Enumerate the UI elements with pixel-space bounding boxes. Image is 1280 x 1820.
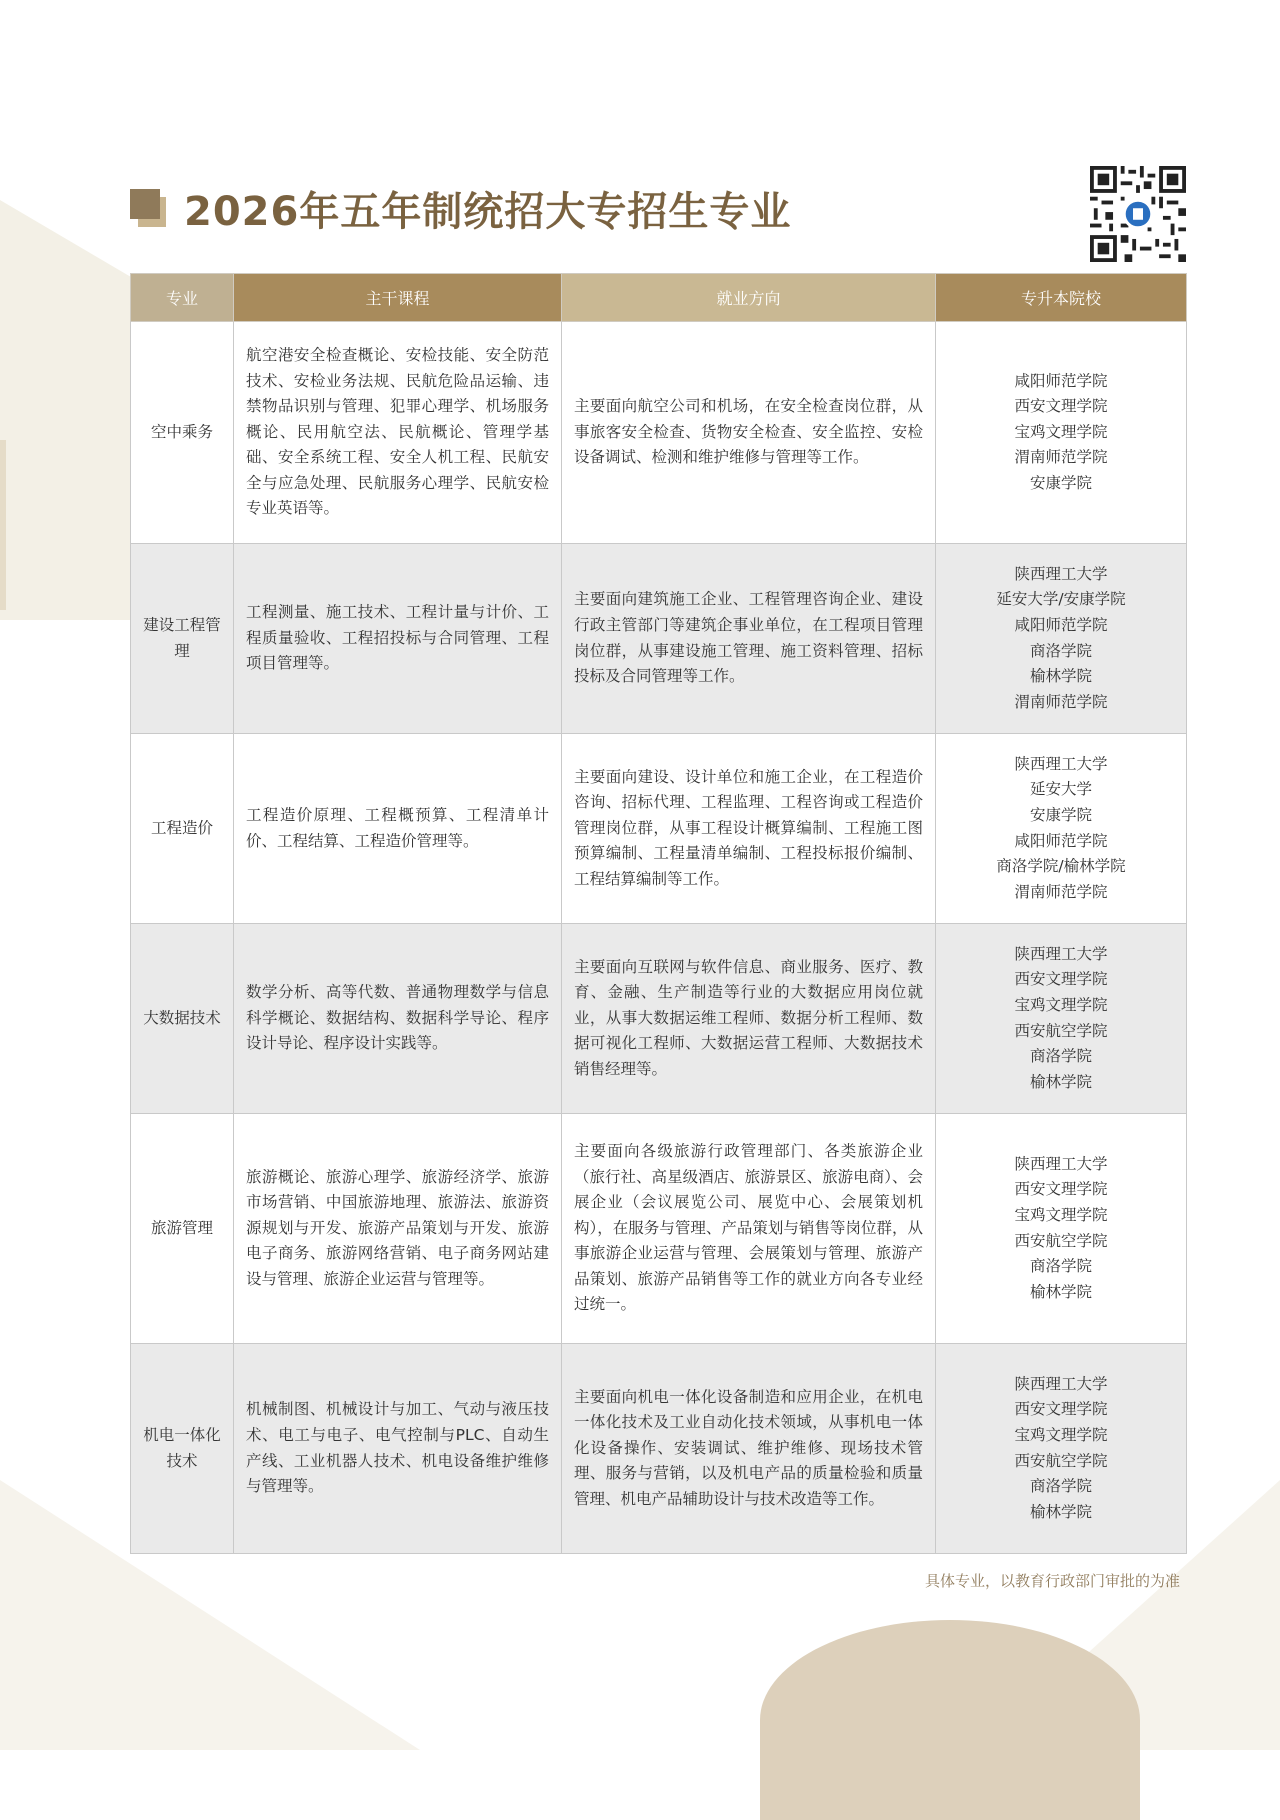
major-employment: 主要面向航空公司和机场，在安全检查岗位群，从事旅客安全检查、货物安全检查、安全监控、安检设备调试、检测和维护维修与管理等工作。 [562,322,936,544]
major-universities [936,544,1187,734]
table-row [131,924,1187,1114]
major-courses: 航空港安全检查概论、安检技能、安全防范技术、安检业务法规、民航危险品运输、违禁物品识别与管理、犯罪心理学、机场服务概论、民用航空法、民航概论、管理学基础、安全系统工程、安全人机工程、民航安全与应急处理、民航服务心理学、民航安检专业英语等。 [234,322,562,544]
major-courses: 机械制图、机械设计与加工、气动与液压技术、电工与电子、电气控制与PLC、自动生产线、工业机器人技术、机电设备维护维修与管理等。 [234,1344,562,1554]
university-item: 商洛学院 [1029,1257,1092,1276]
university-item: 宝鸡文理学院 [1014,1205,1108,1224]
major-courses: 工程造价原理、工程概预算、工程清单计价、工程结算、工程造价管理等。 [234,734,562,924]
university-item: 咸阳师范学院 [1014,831,1108,850]
header-universities: 专升本院校 [936,274,1187,322]
university-item: 榆林学院 [1029,667,1092,686]
university-item: 商洛学院/榆林学院 [996,857,1126,876]
university-item: 渭南师范学院 [1014,448,1108,467]
university-item: 西安文理学院 [1014,970,1108,989]
university-item: 陕西理工大学 [1014,754,1108,773]
page-header [130,180,791,237]
university-item: 安康学院 [1029,805,1092,824]
major-name: 工程造价 [131,734,234,924]
header-employment: 就业方向 [562,274,936,322]
header-courses: 主干课程 [234,274,562,322]
major-name: 建设工程管理 [131,544,234,734]
university-item: 西安航空学院 [1014,1451,1108,1470]
table-row [131,1114,1187,1344]
major-courses: 旅游概论、旅游心理学、旅游经济学、旅游市场营销、中国旅游地理、旅游法、旅游资源规划与开发、旅游产品策划与开发、旅游电子商务、旅游网络营销、电子商务网站建设与管理、旅游企业运营与管理等。 [234,1114,562,1344]
background-edge-strip [0,440,6,610]
table-row [131,544,1187,734]
qr-code-icon[interactable] [1090,166,1186,262]
table-row [131,322,1187,544]
university-item: 咸阳师范学院 [1014,371,1108,390]
university-item: 商洛学院 [1029,1477,1092,1496]
major-universities [936,1344,1187,1554]
major-universities [936,1114,1187,1344]
majors-table [130,273,1187,1554]
header-major: 专业 [131,274,234,322]
university-item: 宝鸡文理学院 [1014,1425,1108,1444]
page-title: 2026年五年制统招大专招生专业 [184,189,792,235]
table-row [131,734,1187,924]
university-item: 西安文理学院 [1014,1400,1108,1419]
university-item: 宝鸡文理学院 [1014,995,1108,1014]
major-courses: 工程测量、施工技术、工程计量与计价、工程质量验收、工程招投标与合同管理、工程项目管理等。 [234,544,562,734]
university-item: 陕西理工大学 [1014,944,1108,963]
major-name: 旅游管理 [131,1114,234,1344]
major-employment: 主要面向机电一体化设备制造和应用企业，在机电一体化技术及工业自动化技术领域，从事机电一体化设备操作、安装调试、维护维修、现场技术管理、服务与营销，以及机电产品的质量检验和质量管理、机电产品辅助设计与技术改造等工作。 [562,1344,936,1554]
major-name: 大数据技术 [131,924,234,1114]
major-employment: 主要面向建设、设计单位和施工企业，在工程造价咨询、招标代理、工程监理、工程咨询或工程造价管理岗位群，从事工程设计概算编制、工程施工图预算编制、工程量清单编制、工程投标报价编制、工程结算编制等工作。 [562,734,936,924]
university-item: 陕西理工大学 [1014,564,1108,583]
university-item: 陕西理工大学 [1014,1154,1108,1173]
table-header-row [131,274,1187,322]
footer-note: 具体专业，以教育行政部门审批的为准 [924,1572,1180,1590]
university-item: 榆林学院 [1029,1502,1092,1521]
university-item: 商洛学院 [1029,641,1092,660]
university-item: 咸阳师范学院 [1014,615,1108,634]
major-employment: 主要面向建筑施工企业、工程管理咨询企业、建设行政主管部门等建筑企事业单位，在工程项目管理岗位群，从事建设施工管理、施工资料管理、招标投标及合同管理等工作。 [562,544,936,734]
major-universities [936,322,1187,544]
university-item: 榆林学院 [1029,1072,1092,1091]
university-item: 西安航空学院 [1014,1231,1108,1250]
university-item: 宝鸡文理学院 [1014,422,1108,441]
table-row [131,1344,1187,1554]
major-name: 空中乘务 [131,322,234,544]
university-item: 西安文理学院 [1014,397,1108,416]
university-item: 延安大学/安康学院 [996,590,1126,609]
university-item: 延安大学 [1029,780,1092,799]
major-universities [936,924,1187,1114]
university-item: 西安航空学院 [1014,1021,1108,1040]
major-universities [936,734,1187,924]
university-item: 渭南师范学院 [1014,882,1108,901]
university-item: 商洛学院 [1029,1047,1092,1066]
university-item: 陕西理工大学 [1014,1374,1108,1393]
major-name: 机电一体化技术 [131,1344,234,1554]
major-employment: 主要面向各级旅游行政管理部门、各类旅游企业（旅行社、高星级酒店、旅游景区、旅游电商）、会展企业（会议展览公司、展览中心、会展策划机构），在服务与管理、产品策划与销售等岗位群，从事旅游企业运营与管理、会展策划与管理、旅游产品策划、旅游产品销售等工作的就业方向各专业经过统一。 [562,1114,936,1344]
title-square-icon [130,189,166,229]
major-courses: 数学分析、高等代数、普通物理数学与信息科学概论、数据结构、数据科学导论、程序设计导论、程序设计实践等。 [234,924,562,1114]
university-item: 西安文理学院 [1014,1180,1108,1199]
university-item: 渭南师范学院 [1014,692,1108,711]
university-item: 榆林学院 [1029,1282,1092,1301]
major-employment: 主要面向互联网与软件信息、商业服务、医疗、教育、金融、生产制造等行业的大数据应用岗位就业，从事大数据运维工程师、数据分析工程师、数据可视化工程师、大数据运营工程师、大数据技术销售经理等。 [562,924,936,1114]
university-item: 安康学院 [1029,473,1092,492]
background-hill-shape [760,1620,1140,1820]
